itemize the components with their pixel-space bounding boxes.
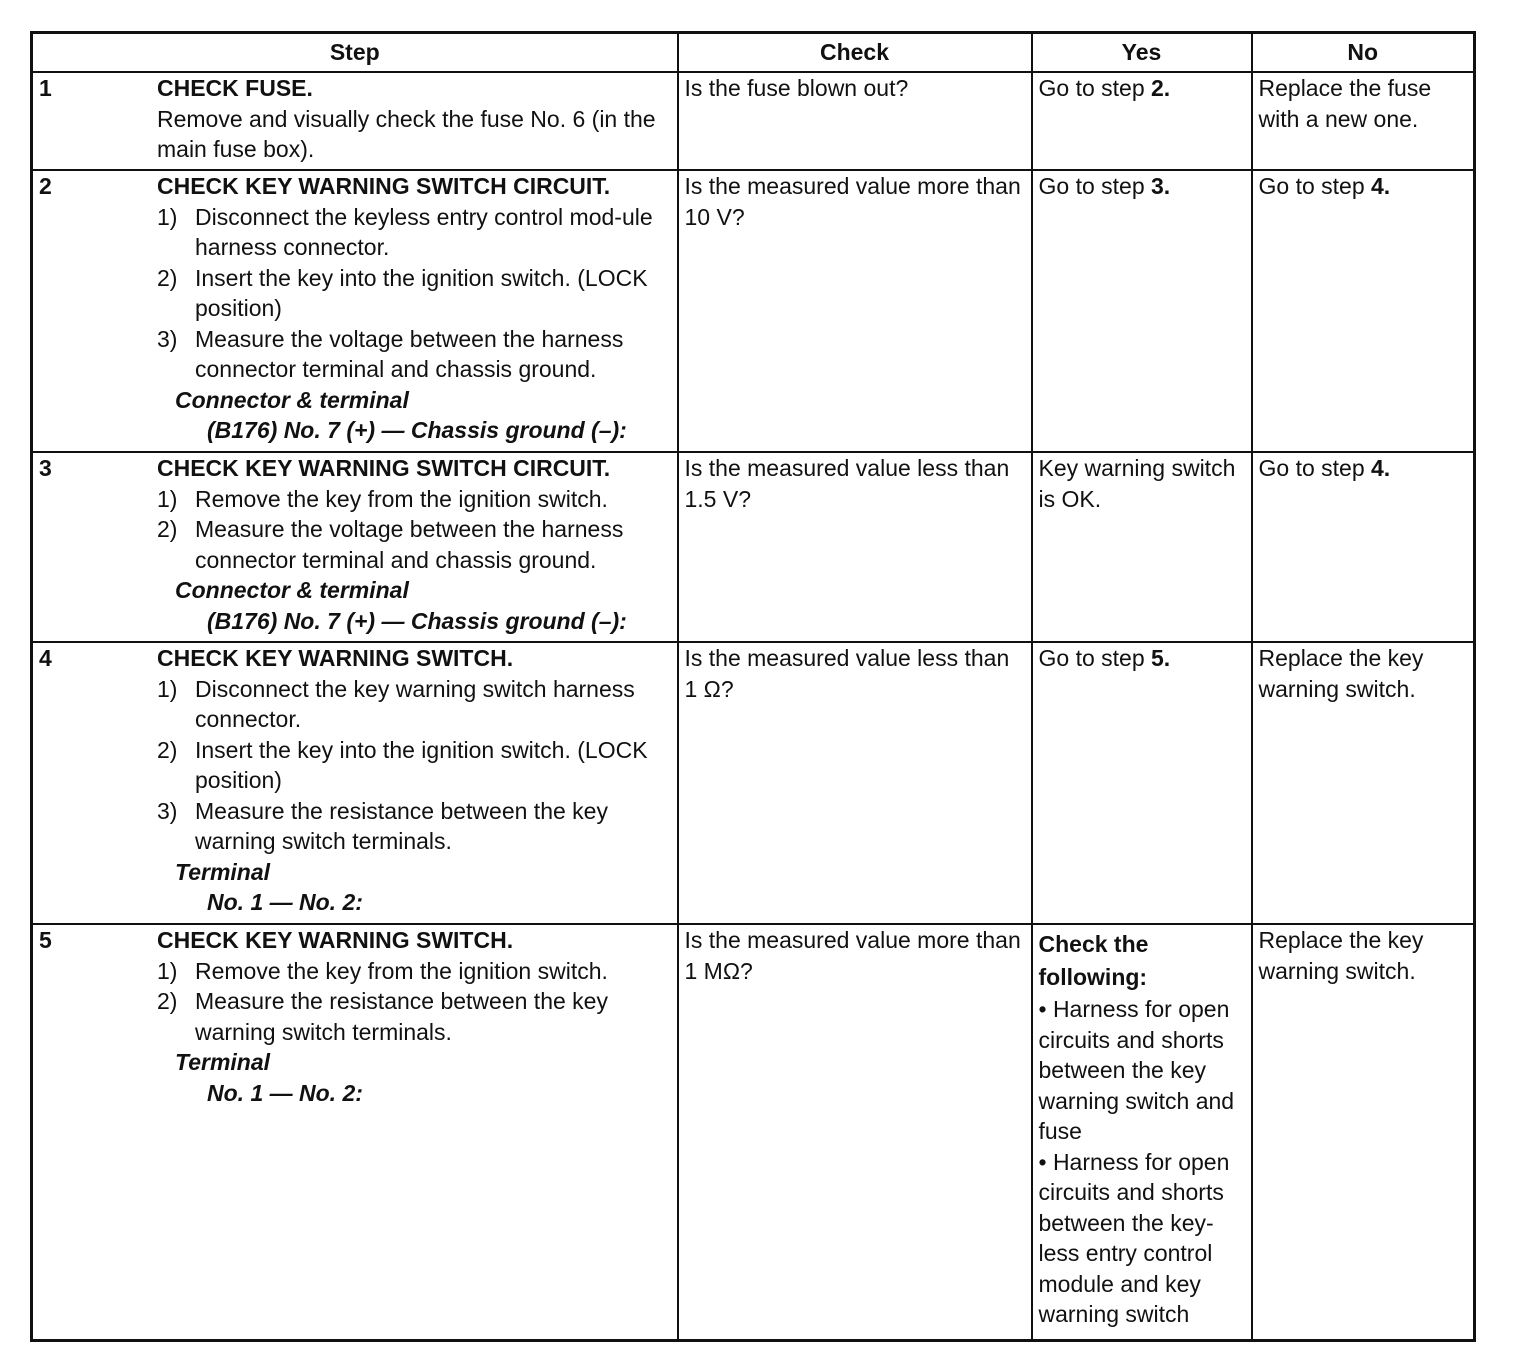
diagnostic-table: [30, 31, 1476, 1342]
step-cell: [32, 924, 678, 1341]
substep-text: Remove the key from the ignition switch.: [195, 485, 608, 512]
check-cell: Is the measured value more than 1 MΩ?: [678, 924, 1032, 1341]
terminal-value: No. 1 — No. 2:: [207, 889, 363, 915]
table-row: [32, 72, 1475, 170]
substep: [157, 202, 671, 263]
yes-cell: Key warning switch is OK.: [1032, 452, 1252, 642]
yes-bullet: • Harness for open circuits and shorts between the key warning switch and fuse: [1038, 996, 1235, 1144]
yes-text: Go to step: [1038, 173, 1152, 199]
step-number: 4: [39, 645, 52, 671]
yes-text: Go to step: [1038, 75, 1152, 101]
yes-bullet: • Harness for open circuits and shorts between the key-less entry control module and key warning switch: [1038, 1148, 1230, 1327]
terminal-label: Terminal: [175, 858, 271, 885]
no-text: Go to step: [1258, 173, 1372, 199]
substep-text: Insert the key into the ignition switch. (LOCK position): [195, 264, 648, 321]
step-text: Remove and visually check the fuse No. 6 (in the main fuse box).: [157, 105, 656, 162]
header-no: No: [1252, 33, 1475, 73]
step-cell: [32, 170, 678, 452]
step-title: CHECK FUSE.: [157, 75, 313, 101]
check-cell: Is the fuse blown out?: [678, 72, 1032, 170]
terminal-label: Terminal: [175, 1049, 271, 1075]
substep-text: Measure the voltage between the harness connector terminal and chassis ground.: [195, 516, 624, 573]
substep-text: Disconnect the key warning switch harness connector.: [195, 675, 635, 732]
step-cell: [32, 72, 678, 170]
terminal-value: No. 1 — No. 2:: [207, 1079, 363, 1106]
step-title: CHECK KEY WARNING SWITCH.: [157, 645, 514, 671]
connector-value: (B176) No. 7 (+) — Chassis ground (–):: [207, 607, 627, 634]
header-check: Check: [678, 33, 1032, 73]
substep-number: 2): [157, 988, 178, 1014]
substep-text: Measure the resistance between the key warning switch terminals.: [195, 797, 608, 854]
yes-step-ref: 2.: [1151, 75, 1171, 101]
substep: [157, 263, 671, 324]
step-number: 2: [39, 173, 52, 199]
substep-number: 1): [157, 957, 178, 984]
check-cell: Is the measured value less than 1.5 V?: [678, 452, 1032, 642]
substep-number: 2): [157, 264, 178, 291]
step-number: 3: [39, 455, 52, 481]
step-title: CHECK KEY WARNING SWITCH CIRCUIT.: [157, 173, 611, 199]
substep-text: Insert the key into the ignition switch. (LOCK position): [195, 736, 648, 793]
yes-cell: [1032, 924, 1252, 1341]
header-yes: Yes: [1032, 33, 1252, 73]
header-step: Step: [32, 33, 678, 73]
no-text: Go to step: [1258, 455, 1372, 481]
substep: [157, 796, 671, 857]
step-title: CHECK KEY WARNING SWITCH CIRCUIT.: [157, 455, 611, 481]
connector-label: Connector & terminal: [175, 577, 409, 603]
yes-text: Go to step: [1038, 645, 1152, 671]
substep-number: 3): [157, 325, 178, 352]
yes-step-ref: 3.: [1151, 173, 1171, 199]
substep: [157, 324, 671, 385]
yes-heading: Check the following:: [1038, 931, 1149, 990]
substep-text: Measure the resistance between the key warning switch terminals.: [195, 988, 608, 1045]
no-cell: Replace the key warning switch.: [1252, 642, 1475, 924]
substep-number: 3): [157, 797, 178, 824]
step-cell: [32, 642, 678, 924]
substep: [157, 674, 671, 735]
substep-number: 1): [157, 675, 178, 702]
substep-number: 2): [157, 516, 178, 542]
substep: [157, 514, 671, 575]
header-row: [32, 33, 1475, 73]
no-step-ref: 4.: [1371, 455, 1391, 481]
step-cell: [32, 452, 678, 642]
yes-step-ref: 5.: [1151, 645, 1171, 671]
substep-text: Measure the voltage between the harness connector terminal and chassis ground.: [195, 325, 624, 382]
no-step-ref: 4.: [1371, 173, 1391, 199]
substep: [157, 484, 671, 515]
step-number: 5: [39, 927, 52, 953]
step-number: 1: [39, 75, 52, 101]
yes-cell: [1032, 642, 1252, 924]
substep-text: Disconnect the keyless entry control mod-ule harness connector.: [195, 203, 653, 260]
substep-number: 2): [157, 736, 178, 763]
table-row: [32, 642, 1475, 924]
check-cell: Is the measured value less than 1 Ω?: [678, 642, 1032, 924]
check-cell: Is the measured value more than 10 V?: [678, 170, 1032, 452]
no-cell: [1252, 170, 1475, 452]
connector-value: (B176) No. 7 (+) — Chassis ground (–):: [207, 417, 627, 443]
step-title: CHECK KEY WARNING SWITCH.: [157, 927, 514, 953]
yes-cell: [1032, 72, 1252, 170]
no-cell: Replace the key warning switch.: [1252, 924, 1475, 1341]
substep: [157, 735, 671, 796]
substep-text: Remove the key from the ignition switch.: [195, 957, 608, 984]
no-cell: [1252, 452, 1475, 642]
yes-cell: [1032, 170, 1252, 452]
substep-number: 1): [157, 203, 178, 230]
no-cell: Replace the fuse with a new one.: [1252, 72, 1475, 170]
substep: [157, 986, 671, 1047]
table-row: [32, 924, 1475, 1341]
table-row: [32, 170, 1475, 452]
connector-label: Connector & terminal: [175, 386, 409, 413]
substep-number: 1): [157, 485, 178, 512]
substep: [157, 956, 671, 987]
table-row: [32, 452, 1475, 642]
